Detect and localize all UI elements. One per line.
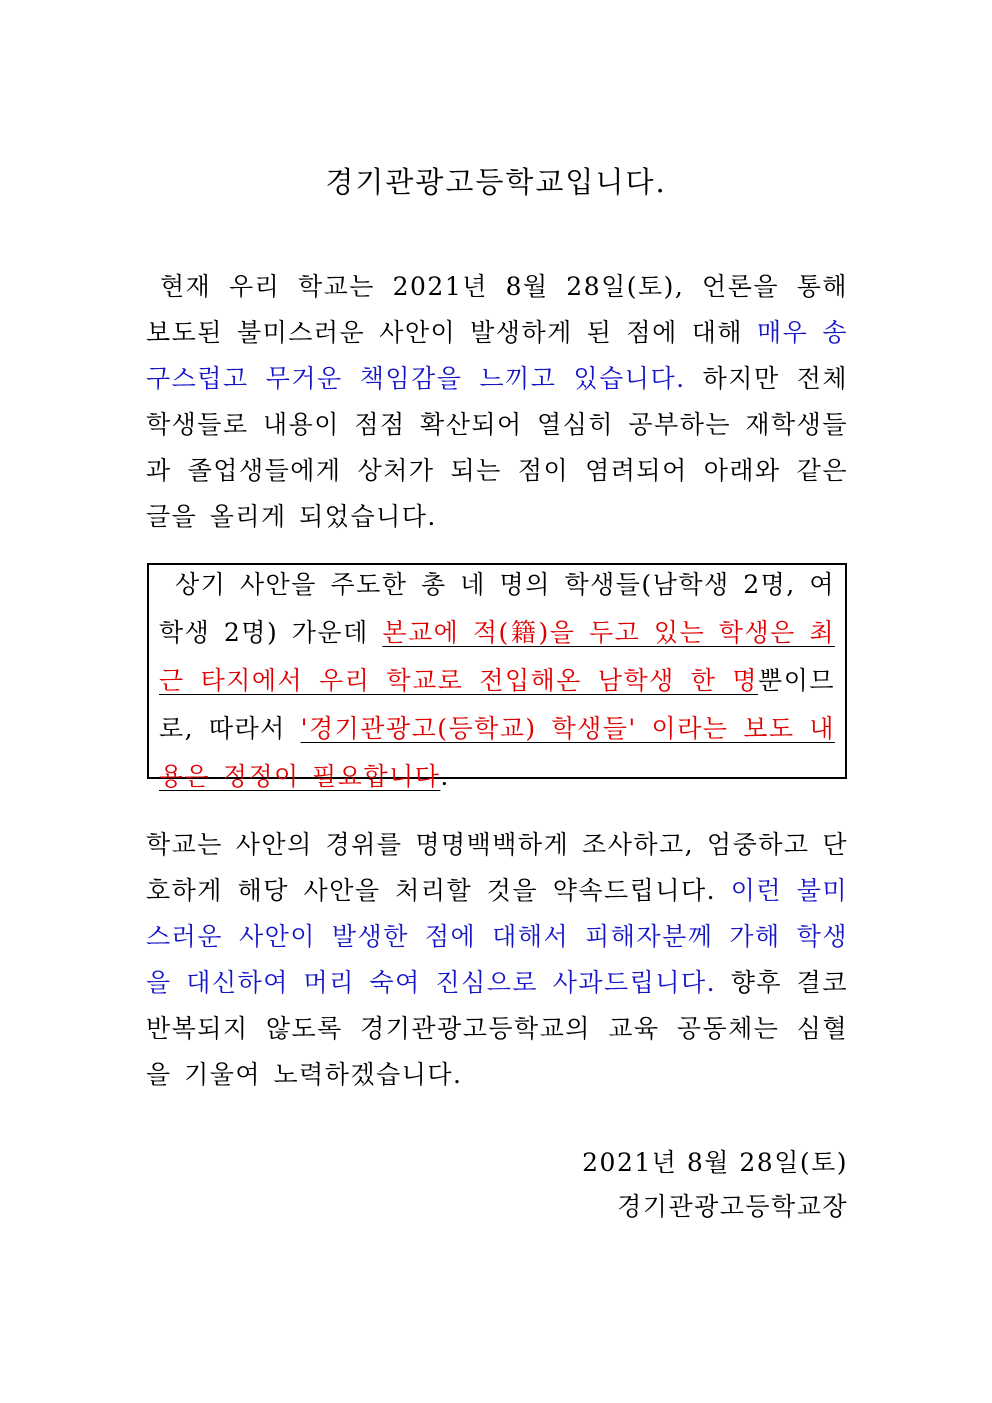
correction-notice-text	[159, 561, 835, 801]
closing-text-2: 향후 결코 반복되지 않도록 경기관광고등학교의 교육 공동체는 심혈을 기울여 노력하겠습니다.	[146, 968, 848, 1089]
notice-highlight-enrollment: 본교에 적(籍)을 두고 있는 학생은 최근 타지에서 우리 학교로 전입해온 남학생 한 명	[159, 618, 835, 695]
closing-text-1: 학교는 사안의 경위를 명명백백하게 조사하고, 엄중하고 단호하게 해당 사안을 처리할 것을 약속드립니다.	[146, 830, 848, 905]
correction-notice-box	[147, 563, 847, 791]
intro-text-2: 하지만 전체 학생들로 내용이 점점 확산되어 열심히 공부하는 재학생들과 졸업생들에게 상처가 되는 점이 염려되어 아래와 같은 글을 올리게 되었습니다.	[146, 364, 848, 531]
closing-apology-highlight: 이런 불미스러운 사안이 발생한 점에 대해서 피해자분께 가해 학생을 대신하여 머리 숙여 진심으로 사과드립니다.	[146, 876, 848, 997]
notice-text-1: 상기 사안을 주도한 총 네 명의 학생들(남학생 2명, 여학생 2명) 가운데	[159, 570, 835, 647]
notice-end-period: .	[440, 762, 450, 791]
notice-text-2: 뿐이므로, 따라서	[159, 666, 835, 743]
intro-apology-highlight: 매우 송구스럽고 무거운 책임감을 느끼고 있습니다.	[146, 318, 848, 393]
signature-principal: 경기관광고등학교장	[617, 1192, 848, 1221]
intro-paragraph	[146, 264, 848, 540]
notice-highlight-correction: '경기관광고(등학교) 학생들' 이라는 보도 내용은 정정이 필요합니다	[159, 714, 835, 791]
document-title: 경기관광고등학교입니다.	[325, 165, 667, 199]
signature-date: 2021년 8월 28일(토)	[582, 1148, 848, 1177]
intro-text-1: 현재 우리 학교는 2021년 8월 28일(토), 언론을 통해 보도된 불미스러운 사안이 발생하게 된 점에 대해	[146, 272, 848, 347]
closing-paragraph	[146, 822, 848, 1098]
